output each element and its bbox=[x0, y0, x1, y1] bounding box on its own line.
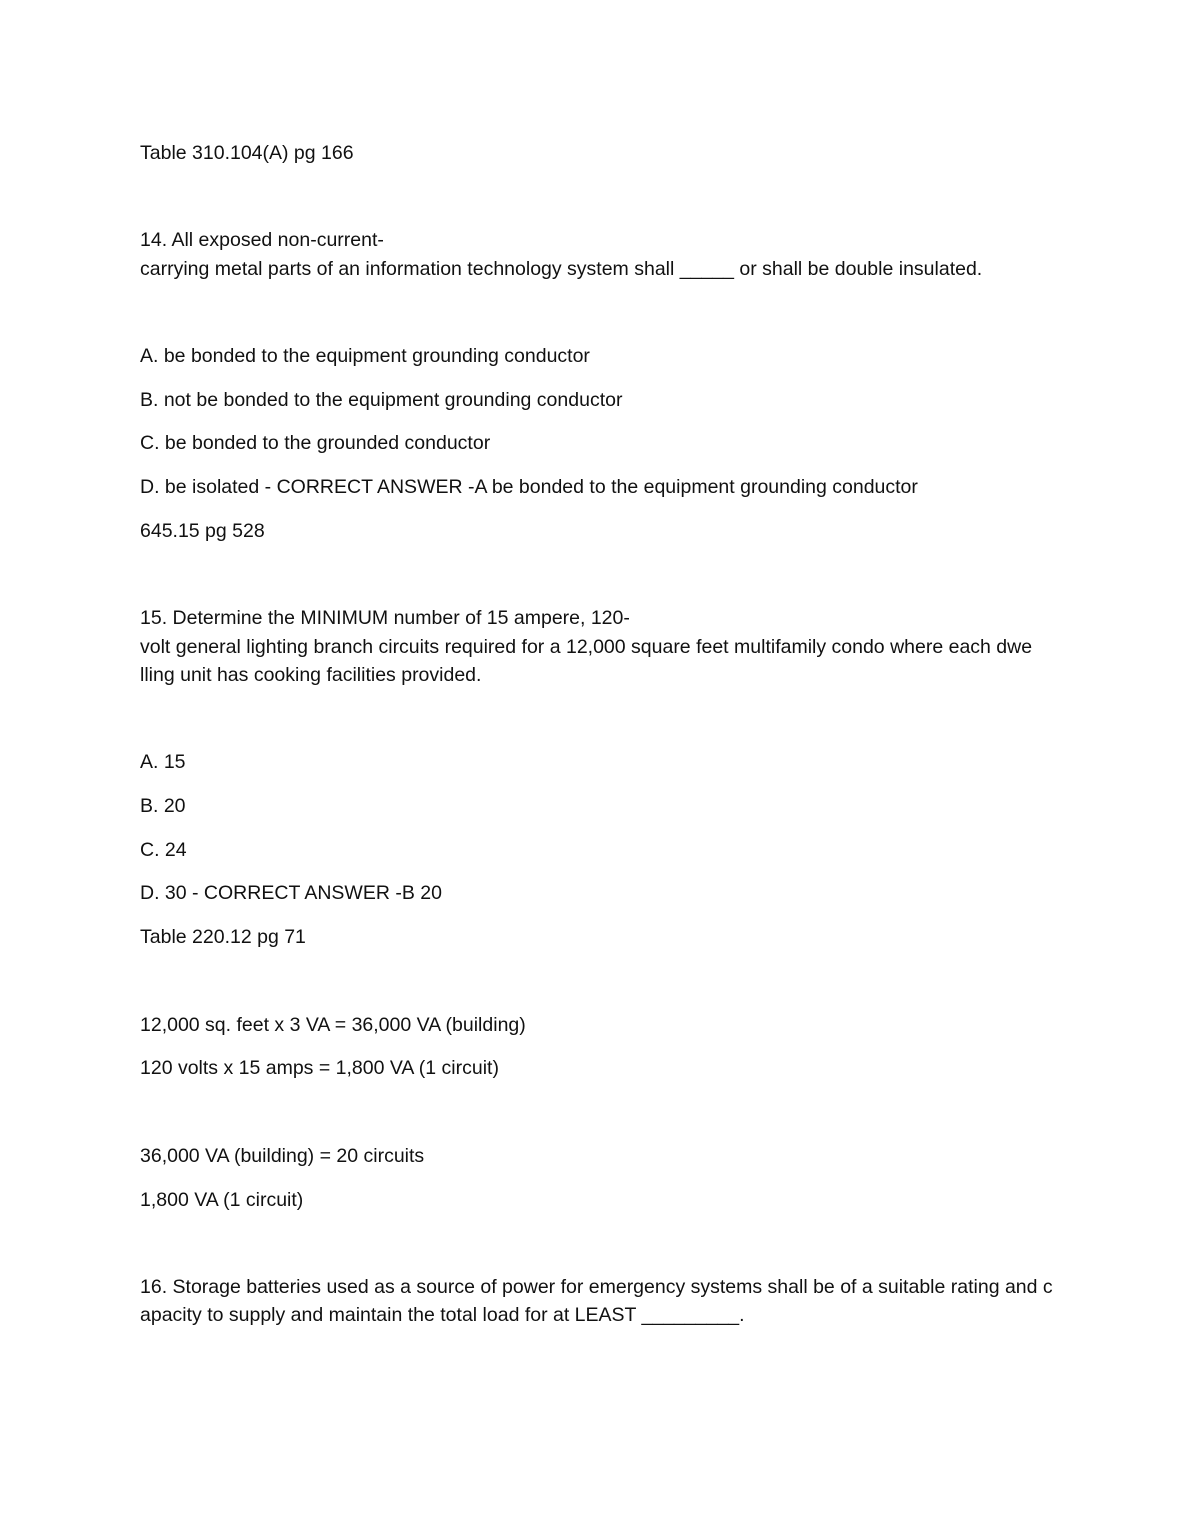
calculation-line: 12,000 sq. feet x 3 VA = 36,000 VA (building) bbox=[140, 1014, 526, 1036]
question-14-text: 14. All exposed non-current- bbox=[140, 229, 384, 251]
question-14-text: carrying metal parts of an information technology system shall _____ or shall be double insulated. bbox=[140, 258, 983, 280]
question-15-text: lling unit has cooking facilities provided. bbox=[140, 664, 482, 686]
answer-option-a: A. be bonded to the equipment grounding conductor bbox=[140, 345, 590, 367]
calculation-line: 120 volts x 15 amps = 1,800 VA (1 circuit) bbox=[140, 1057, 499, 1079]
answer-option-a: A. 15 bbox=[140, 751, 186, 773]
calculation-line: 1,800 VA (1 circuit) bbox=[140, 1189, 304, 1211]
answer-option-b: B. 20 bbox=[140, 795, 186, 817]
answer-option-d: D. be isolated - CORRECT ANSWER -A be bonded to the equipment grounding conductor bbox=[140, 476, 918, 498]
reference-line: 645.15 pg 528 bbox=[140, 520, 265, 542]
question-16-text: apacity to supply and maintain the total load for at LEAST _________. bbox=[140, 1304, 745, 1326]
reference-line: Table 310.104(A) pg 166 bbox=[140, 142, 354, 164]
answer-option-c: C. 24 bbox=[140, 839, 187, 861]
answer-option-b: B. not be bonded to the equipment grounding conductor bbox=[140, 389, 623, 411]
question-15-text: 15. Determine the MINIMUM number of 15 ampere, 120- bbox=[140, 607, 630, 629]
question-15-text: volt general lighting branch circuits required for a 12,000 square feet multifamily condo where each dwe bbox=[140, 636, 1033, 658]
question-16-text: 16. Storage batteries used as a source of power for emergency systems shall be of a suitable rating and c bbox=[140, 1276, 1053, 1298]
answer-option-c: C. be bonded to the grounded conductor bbox=[140, 432, 491, 454]
reference-line: Table 220.12 pg 71 bbox=[140, 926, 306, 948]
calculation-line: 36,000 VA (building) = 20 circuits bbox=[140, 1145, 425, 1167]
answer-option-d: D. 30 - CORRECT ANSWER -B 20 bbox=[140, 882, 442, 904]
